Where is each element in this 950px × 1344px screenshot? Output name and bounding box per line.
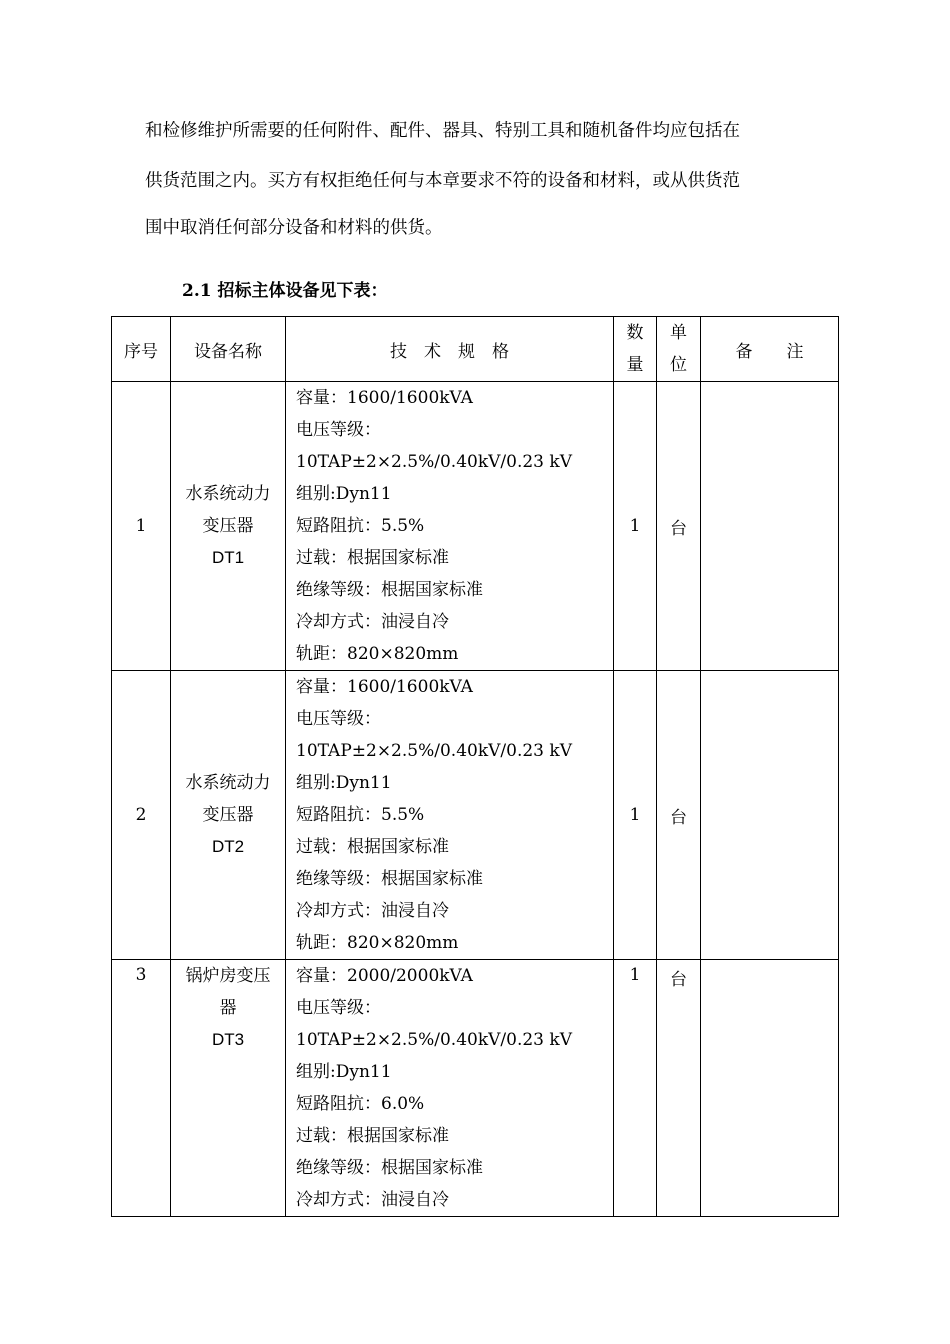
spec-line: 绝缘等级：根据国家标准 bbox=[296, 1158, 483, 1178]
row-name-code: DT1 bbox=[211, 548, 245, 567]
equipment-table bbox=[111, 316, 839, 1217]
spec-line: 组别:Dyn11 bbox=[296, 484, 392, 504]
spec-line: 短路阻抗：5.5% bbox=[296, 516, 425, 536]
spec-line: 组别:Dyn11 bbox=[296, 773, 392, 793]
spec-line: 轨距：820×820mm bbox=[296, 933, 459, 953]
row-name-line: 锅炉房变压 bbox=[185, 966, 271, 986]
spec-line: 电压等级： bbox=[296, 709, 381, 729]
row-name bbox=[171, 382, 286, 671]
row-qty: 1 bbox=[614, 671, 657, 960]
row-name-line: 器 bbox=[219, 998, 237, 1018]
row-seq: 3 bbox=[112, 960, 171, 1217]
row-name-line: 水系统动力 bbox=[185, 484, 271, 504]
header-remark: 备 注 bbox=[701, 317, 839, 382]
row-name-code: DT3 bbox=[211, 1030, 245, 1049]
header-unit bbox=[657, 317, 701, 382]
spec-line: 组别:Dyn11 bbox=[296, 1062, 392, 1082]
row-spec bbox=[286, 960, 614, 1217]
row-spec bbox=[286, 671, 614, 960]
row-spec bbox=[286, 382, 614, 671]
row-seq: 1 bbox=[112, 382, 171, 671]
row-qty: 1 bbox=[614, 960, 657, 1217]
spec-line: 冷却方式：油浸自冷 bbox=[296, 901, 449, 921]
header-qty bbox=[614, 317, 657, 382]
header-unit-line-2: 位 bbox=[670, 355, 687, 375]
header-qty-line-1: 数 bbox=[626, 323, 644, 343]
row-name-code: DT2 bbox=[211, 837, 245, 856]
intro-paragraph-line-3: 围中取消任何部分设备和材料的供货。 bbox=[145, 218, 443, 238]
header-seq: 序号 bbox=[112, 317, 171, 382]
row-name bbox=[171, 960, 286, 1217]
spec-line: 短路阻抗：6.0% bbox=[296, 1094, 425, 1114]
spec-line: 容量：2000/2000kVA bbox=[296, 966, 473, 986]
table-header-row bbox=[112, 317, 839, 382]
spec-line: 10TAP±2×2.5%/0.40kV/0.23 kV bbox=[296, 452, 572, 472]
row-unit: 台 bbox=[657, 960, 701, 1217]
row-unit: 台 bbox=[657, 382, 701, 671]
spec-line: 10TAP±2×2.5%/0.40kV/0.23 kV bbox=[296, 741, 572, 761]
header-unit-line-1: 单 bbox=[670, 323, 687, 343]
spec-line: 电压等级： bbox=[296, 998, 381, 1018]
row-seq: 2 bbox=[112, 671, 171, 960]
table-row bbox=[112, 960, 839, 1217]
spec-line: 绝缘等级：根据国家标准 bbox=[296, 869, 483, 889]
spec-line: 冷却方式：油浸自冷 bbox=[296, 612, 449, 632]
spec-line: 容量：1600/1600kVA bbox=[296, 388, 473, 408]
spec-line: 轨距：820×820mm bbox=[296, 644, 459, 664]
header-name: 设备名称 bbox=[171, 317, 286, 382]
spec-line: 10TAP±2×2.5%/0.40kV/0.23 kV bbox=[296, 1030, 572, 1050]
spec-line: 容量：1600/1600kVA bbox=[296, 677, 473, 697]
intro-paragraph-line-2: 供货范围之内。买方有权拒绝任何与本章要求不符的设备和材料，或从供货范 bbox=[145, 171, 740, 191]
spec-line: 冷却方式：油浸自冷 bbox=[296, 1190, 449, 1210]
table-row bbox=[112, 382, 839, 671]
header-qty-line-2: 量 bbox=[626, 355, 644, 375]
spec-line: 电压等级： bbox=[296, 420, 381, 440]
row-qty: 1 bbox=[614, 382, 657, 671]
spec-line: 短路阻抗：5.5% bbox=[296, 805, 425, 825]
spec-line: 过载：根据国家标准 bbox=[296, 1126, 449, 1146]
intro-paragraph-line-1: 和检修维护所需要的任何附件、配件、器具、特别工具和随机备件均应包括在 bbox=[145, 121, 740, 141]
table-row bbox=[112, 671, 839, 960]
row-name-line: 变压器 bbox=[202, 516, 254, 536]
header-spec: 技 术 规 格 bbox=[286, 317, 614, 382]
spec-line: 绝缘等级：根据国家标准 bbox=[296, 580, 483, 600]
row-remark bbox=[701, 382, 839, 671]
row-unit: 台 bbox=[657, 671, 701, 960]
row-name-line: 变压器 bbox=[202, 805, 254, 825]
row-remark bbox=[701, 671, 839, 960]
row-name bbox=[171, 671, 286, 960]
spec-line: 过载：根据国家标准 bbox=[296, 548, 449, 568]
row-remark bbox=[701, 960, 839, 1217]
section-heading: 2.1 招标主体设备见下表： bbox=[182, 281, 388, 301]
spec-line: 过载：根据国家标准 bbox=[296, 837, 449, 857]
row-name-line: 水系统动力 bbox=[185, 773, 271, 793]
